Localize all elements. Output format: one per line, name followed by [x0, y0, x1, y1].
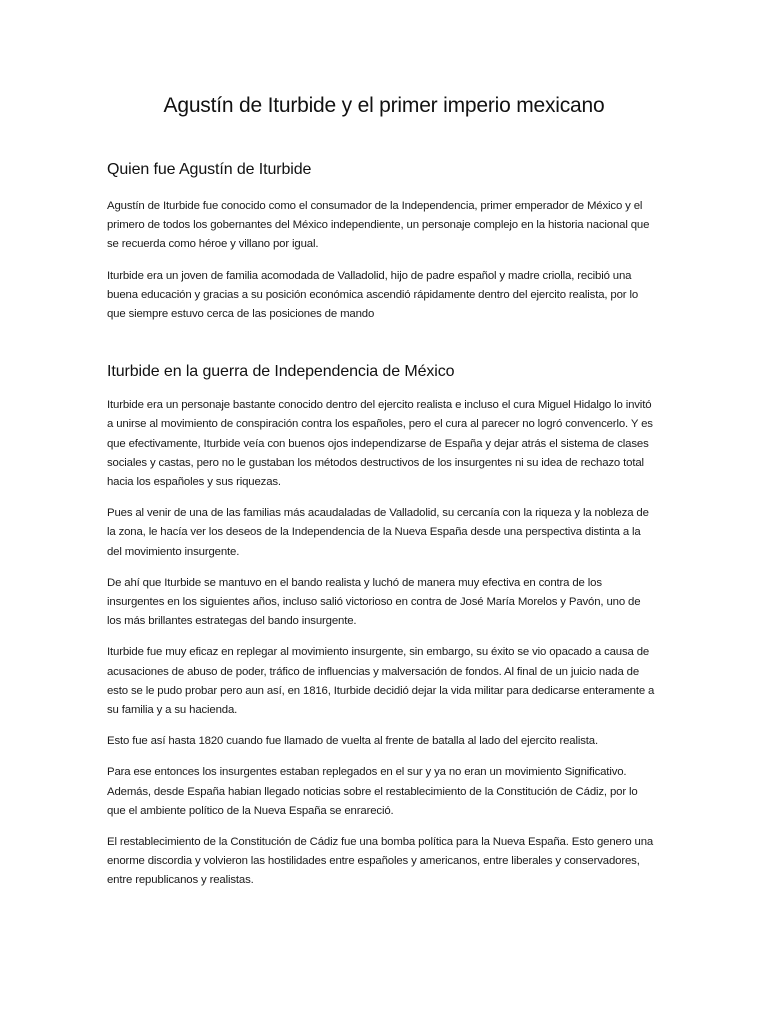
section-heading: Iturbide en la guerra de Independencia de México: [107, 363, 455, 381]
paragraph: De ahí que Iturbide se mantuvo en el bando realista y luchó de manera muy efectiva en contra de los insurgentes en los siguientes años, incluso salió victorioso en contra de José María Morelos y Pavón, uno de los más brillantes estrategas del bando insurgente.: [107, 576, 641, 628]
paragraph: Iturbide era un joven de familia acomodada de Valladolid, hijo de padre español y madre criolla, recibió una buena educación y gracias a su posición económica ascendió rápidamente dentro del ejercito realista, por lo que siempre estuvo cerca de las posiciones de mando: [107, 269, 639, 321]
document-body: [107, 158, 655, 903]
paragraph: Iturbide fue muy eficaz en replegar al movimiento insurgente, sin embargo, su éxito se vio opacado a causa de acusaciones de abuso de poder, tráfico de influencias y malversación de fondos. Al final de un juicio nada de esto se le pudo probar pero aun así, en 1816, Iturbide decidió dejar la vida militar para dedicarse enteramente a su familia y a su hacienda.: [107, 646, 655, 717]
section-guerra-independencia: [107, 360, 655, 890]
paragraph: Para ese entonces los insurgentes estaban replegados en el sur y ya no eran un movimiento Significativo. Además, desde España habian llegado noticias sobre el restablecimiento de la Constitución de Cádiz, por lo que el ambiente político de la Nueva España se enrareció.: [107, 766, 638, 817]
paragraph: Esto fue así hasta 1820 cuando fue llamado de vuelta al frente de batalla al lado del ejercito realista.: [107, 735, 598, 748]
paragraph: Iturbide era un personaje bastante conocido dentro del ejercito realista e incluso el cura Miguel Hidalgo lo invitó a unirse al movimiento de conspiración contra los españoles, pero el cura al parecer no logró convencerlo. Y es que efectivamente, Iturbide veía con buenos ojos independizarse de España y dejar atrás el sistema de clases sociales y castas, pero no le gustaban los métodos destructivos de los insurgentes ni su idea de rechazo total hacia los españoles y sus riquezas.: [107, 399, 653, 489]
paragraph: Agustín de Iturbide fue conocido como el consumador de la Independencia, primer emperador de México y el primero de todos los gobernantes del México independiente, un personaje complejo en la historia nacional que se recuerda como héroe y villano por igual.: [107, 200, 650, 251]
paragraph: Pues al venir de una de las familias más acaudaladas de Valladolid, su cercanía con la riqueza y la nobleza de la zona, le hacía ver los deseos de la Independencia de la Nueva España desde una perspectiva distinta a la del movimiento insurgente.: [107, 507, 649, 558]
paragraph: El restablecimiento de la Constitución de Cádiz fue una bomba política para la Nueva España. Esto genero una enorme discordia y volvieron las hostilidades entre españoles y americanos, entre liberales y conservadores, entre republicanos y realistas.: [107, 836, 654, 887]
document-title: Agustín de Iturbide y el primer imperio mexicano: [163, 94, 605, 117]
section-heading: Quien fue Agustín de Iturbide: [107, 161, 312, 178]
section-quien-fue: [107, 158, 655, 324]
